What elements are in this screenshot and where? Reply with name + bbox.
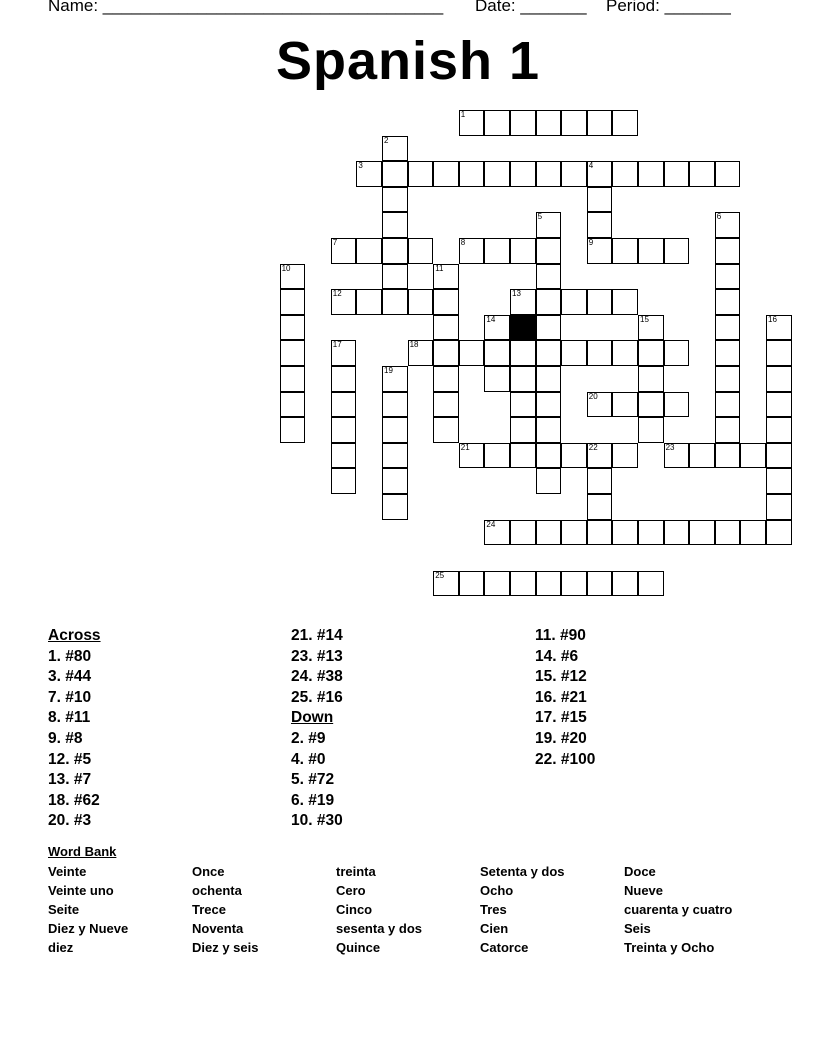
grid-cell[interactable]: [536, 443, 562, 469]
grid-cell[interactable]: [331, 366, 357, 392]
grid-cell[interactable]: [766, 468, 792, 494]
clue-number: 17: [332, 340, 342, 350]
grid-cell[interactable]: [766, 340, 792, 366]
grid-cell[interactable]: [715, 264, 741, 290]
clue-item: 12. #5: [48, 750, 92, 768]
grid-cell[interactable]: [587, 289, 613, 315]
grid-cell[interactable]: [664, 520, 690, 546]
grid-cell[interactable]: [433, 340, 459, 366]
grid-cell[interactable]: [356, 238, 382, 264]
word-bank-item: ochenta: [192, 883, 242, 898]
clues-column-1: [48, 626, 101, 832]
grid-cell[interactable]: [715, 443, 741, 469]
grid-cell[interactable]: [536, 238, 562, 264]
grid-cell[interactable]: [612, 238, 638, 264]
word-bank-item: Catorce: [480, 940, 529, 955]
clue-number: 12: [332, 289, 342, 299]
word-bank-item: Quince: [336, 940, 381, 955]
grid-cell[interactable]: [280, 366, 306, 392]
clue-number: 11: [435, 263, 444, 273]
grid-cell[interactable]: [331, 468, 357, 494]
grid-cell[interactable]: [587, 571, 613, 597]
grid-cell[interactable]: [612, 443, 638, 469]
grid-cell[interactable]: [382, 417, 408, 443]
clue-item: 14. #6: [535, 647, 579, 665]
grid-cell[interactable]: [408, 289, 434, 315]
grid-cell[interactable]: [536, 315, 562, 341]
grid-cell[interactable]: [536, 417, 562, 443]
grid-cell[interactable]: [536, 264, 562, 290]
grid-cell[interactable]: [715, 520, 741, 546]
clue-number: 14: [486, 314, 496, 324]
clues-column-2: [291, 626, 343, 832]
grid-cell[interactable]: [689, 443, 715, 469]
clue-item: 4. #0: [291, 750, 326, 768]
grid-cell[interactable]: [587, 187, 613, 213]
grid-cell[interactable]: [715, 161, 741, 187]
word-bank-heading: Word Bank: [48, 844, 117, 859]
black-cell: [510, 315, 536, 341]
word-bank-item: Treinta y Ocho: [624, 940, 715, 955]
clue-item: 23. #13: [291, 647, 343, 665]
grid-cell[interactable]: [433, 417, 459, 443]
grid-cell[interactable]: [331, 340, 357, 366]
grid-cell[interactable]: [638, 571, 664, 597]
grid-cell[interactable]: [382, 238, 408, 264]
grid-cell[interactable]: [638, 238, 664, 264]
grid-cell[interactable]: [280, 392, 306, 418]
grid-cell[interactable]: [766, 417, 792, 443]
clue-number: 22: [588, 442, 598, 452]
grid-cell[interactable]: [740, 520, 766, 546]
word-bank-item: Veinte uno: [48, 883, 114, 898]
grid-cell[interactable]: [715, 238, 741, 264]
clue-item: 13. #7: [48, 771, 92, 789]
grid-cell[interactable]: [664, 161, 690, 187]
word-bank-column-4: [480, 862, 565, 957]
grid-cell[interactable]: [612, 289, 638, 315]
grid-cell[interactable]: [382, 187, 408, 213]
grid-cell[interactable]: [766, 315, 792, 341]
word-bank-item: diez: [48, 940, 74, 955]
grid-cell[interactable]: [766, 392, 792, 418]
clue-item: 1. #80: [48, 647, 92, 665]
word-bank-item: Trece: [192, 902, 226, 917]
grid-cell[interactable]: [587, 468, 613, 494]
clue-item: 2. #9: [291, 729, 326, 747]
grid-cell[interactable]: [536, 468, 562, 494]
grid-cell[interactable]: [510, 520, 536, 546]
grid-cell[interactable]: [587, 392, 613, 418]
clue-number: 20: [588, 391, 598, 401]
clue-number: 2: [384, 135, 389, 145]
word-bank-item: Cien: [480, 921, 509, 936]
grid-cell[interactable]: [715, 212, 741, 238]
grid-cell[interactable]: [587, 110, 613, 136]
word-bank-item: Doce: [624, 864, 656, 879]
word-bank-item: Nueve: [624, 883, 664, 898]
grid-cell[interactable]: [766, 443, 792, 469]
grid-cell[interactable]: [356, 289, 382, 315]
word-bank-column-2: [192, 862, 259, 957]
grid-cell[interactable]: [612, 340, 638, 366]
grid-cell[interactable]: [484, 110, 510, 136]
clue-number: 21: [460, 442, 470, 452]
clue-item: 22. #100: [535, 750, 596, 768]
grid-cell[interactable]: [612, 110, 638, 136]
word-bank-item: Diez y Nueve: [48, 921, 129, 936]
grid-cell[interactable]: [408, 161, 434, 187]
grid-cell[interactable]: [382, 264, 408, 290]
word-bank-column-1: [48, 862, 128, 957]
date-field-label: Date: _______: [475, 0, 587, 15]
grid-cell[interactable]: [587, 238, 613, 264]
grid-cell[interactable]: [664, 392, 690, 418]
clue-number: 4: [588, 161, 594, 171]
clue-item: 3. #44: [48, 668, 92, 686]
grid-cell[interactable]: [715, 340, 741, 366]
clue-item: 25. #16: [291, 688, 343, 706]
grid-cell[interactable]: [638, 417, 664, 443]
grid-cell[interactable]: [510, 417, 536, 443]
grid-cell[interactable]: [484, 366, 510, 392]
grid-cell[interactable]: [331, 289, 357, 315]
grid-cell[interactable]: [280, 315, 306, 341]
grid-cell[interactable]: [382, 289, 408, 315]
clue-number: 13: [512, 289, 521, 299]
word-bank-item: Ocho: [480, 883, 514, 898]
grid-cell[interactable]: [484, 161, 510, 187]
clue-item: 16. #21: [535, 688, 587, 706]
grid-cell[interactable]: [484, 340, 510, 366]
page-title: Spanish 1: [275, 31, 541, 91]
grid-cell[interactable]: [280, 417, 306, 443]
grid-cell[interactable]: [382, 366, 408, 392]
word-bank-item: Cero: [336, 883, 366, 898]
grid-cell[interactable]: [587, 443, 613, 469]
clue-item: 19. #20: [535, 729, 587, 747]
grid-cell[interactable]: [382, 136, 408, 162]
grid-cell[interactable]: [484, 238, 510, 264]
grid-cell[interactable]: [433, 289, 459, 315]
grid-cell[interactable]: [510, 443, 536, 469]
clue-number: 10: [281, 263, 291, 273]
grid-cell[interactable]: [280, 289, 306, 315]
grid-cell[interactable]: [459, 443, 485, 469]
grid-cell[interactable]: [638, 315, 664, 341]
word-bank-item: treinta: [336, 864, 376, 879]
grid-cell[interactable]: [715, 315, 741, 341]
word-bank-item: sesenta y dos: [336, 921, 422, 936]
clue-item: 6. #19: [291, 791, 335, 809]
grid-cell[interactable]: [536, 571, 562, 597]
grid-cell[interactable]: [561, 571, 587, 597]
clue-item: 21. #14: [291, 627, 343, 644]
grid-cell[interactable]: [561, 340, 587, 366]
word-bank-item: cuarenta y cuatro: [624, 902, 733, 917]
grid-cell[interactable]: [408, 238, 434, 264]
grid-cell[interactable]: [740, 443, 766, 469]
grid-cell[interactable]: [715, 366, 741, 392]
grid-cell[interactable]: [536, 392, 562, 418]
word-bank-item: Diez y seis: [192, 940, 259, 955]
clue-number: 16: [768, 314, 777, 324]
grid-cell[interactable]: [536, 366, 562, 392]
grid-cell[interactable]: [536, 340, 562, 366]
grid-cell[interactable]: [612, 392, 638, 418]
grid-cell[interactable]: [766, 520, 792, 546]
clue-item: 15. #12: [535, 668, 587, 686]
word-bank-item: Noventa: [192, 921, 244, 936]
grid-cell[interactable]: [382, 161, 408, 187]
grid-cell[interactable]: [612, 161, 638, 187]
clue-number: 3: [358, 161, 363, 171]
clue-item: 20. #3: [48, 812, 92, 830]
clue-number: 8: [460, 238, 466, 247]
grid-cell[interactable]: [587, 161, 613, 187]
grid-cell[interactable]: [408, 340, 434, 366]
clue-item: 7. #10: [48, 688, 92, 706]
word-bank-item: Seite: [48, 902, 80, 917]
clue-number: 1: [460, 110, 466, 119]
grid-cell[interactable]: [484, 571, 510, 597]
grid-cell[interactable]: [484, 520, 510, 546]
grid-cell[interactable]: [510, 289, 536, 315]
grid-cell[interactable]: [715, 289, 741, 315]
grid-cell[interactable]: [433, 571, 459, 597]
grid-cell[interactable]: [561, 443, 587, 469]
grid-cell[interactable]: [766, 494, 792, 520]
clues-column-3: [535, 626, 595, 770]
grid-cell[interactable]: [510, 366, 536, 392]
clue-item: 9. #8: [48, 729, 83, 747]
grid-cell[interactable]: [459, 238, 485, 264]
clue-item: 18. #62: [48, 791, 100, 809]
period-field-label: Period: _______: [606, 0, 731, 15]
grid-cell[interactable]: [689, 161, 715, 187]
grid-cell[interactable]: [331, 443, 357, 469]
grid-cell[interactable]: [715, 392, 741, 418]
grid-cell[interactable]: [459, 161, 485, 187]
grid-cell[interactable]: [536, 110, 562, 136]
clue-number: 25: [435, 570, 445, 580]
clue-number: 9: [588, 238, 594, 247]
clue-number: 15: [640, 314, 649, 324]
word-bank-item: Veinte: [48, 864, 87, 879]
word-bank-column-5: [624, 862, 732, 957]
grid-cell[interactable]: [459, 110, 485, 136]
word-bank-item: Tres: [480, 902, 507, 917]
grid-cell[interactable]: [433, 366, 459, 392]
grid-cell[interactable]: [433, 161, 459, 187]
word-bank-column-3: [336, 862, 422, 957]
word-bank-item: Once: [192, 864, 225, 879]
grid-cell[interactable]: [536, 289, 562, 315]
word-bank-item: Setenta y dos: [480, 864, 565, 879]
clue-item: 17. #15: [535, 709, 587, 727]
grid-cell[interactable]: [536, 520, 562, 546]
clue-item: 8. #11: [48, 709, 91, 727]
grid-cell[interactable]: [587, 494, 613, 520]
grid-cell[interactable]: [561, 110, 587, 136]
grid-cell[interactable]: [510, 238, 536, 264]
clue-item: 24. #38: [291, 668, 343, 686]
grid-cell[interactable]: [510, 571, 536, 597]
grid-cell[interactable]: [612, 571, 638, 597]
grid-cell[interactable]: [510, 110, 536, 136]
grid-cell[interactable]: [382, 212, 408, 238]
grid-cell[interactable]: [280, 340, 306, 366]
down-heading: Down: [291, 709, 334, 727]
grid-cell[interactable]: [664, 340, 690, 366]
grid-cell[interactable]: [280, 264, 306, 290]
grid-cell[interactable]: [587, 520, 613, 546]
clue-item: 11. #90: [535, 627, 586, 644]
grid-cell[interactable]: [638, 340, 664, 366]
grid-cell[interactable]: [536, 161, 562, 187]
grid-cell[interactable]: [331, 238, 357, 264]
clue-item: 5. #72: [291, 771, 335, 789]
grid-cell[interactable]: [382, 494, 408, 520]
grid-cell[interactable]: [715, 417, 741, 443]
clue-number: 6: [716, 212, 722, 222]
grid-cell[interactable]: [484, 443, 510, 469]
grid-cell[interactable]: [433, 392, 459, 418]
word-bank-item: Seis: [624, 921, 651, 936]
grid-cell[interactable]: [356, 161, 382, 187]
clue-number: 24: [486, 519, 496, 529]
grid-cell[interactable]: [561, 289, 587, 315]
grid-cell[interactable]: [638, 161, 664, 187]
across-heading: Across: [48, 627, 101, 644]
grid-cell[interactable]: [689, 520, 715, 546]
grid-cell[interactable]: [484, 315, 510, 341]
grid-cell[interactable]: [382, 392, 408, 418]
clue-number: 18: [409, 340, 419, 350]
grid-cell[interactable]: [638, 366, 664, 392]
word-bank-item: Cinco: [336, 902, 373, 917]
grid-cell[interactable]: [612, 520, 638, 546]
clue-number: 5: [537, 212, 543, 222]
grid-cell[interactable]: [536, 212, 562, 238]
grid-cell[interactable]: [433, 264, 459, 290]
grid-cell[interactable]: [382, 443, 408, 469]
grid-cell[interactable]: [331, 417, 357, 443]
grid-cell[interactable]: [664, 443, 690, 469]
grid-cell[interactable]: [587, 212, 613, 238]
grid-cell[interactable]: [638, 392, 664, 418]
clue-number: 19: [384, 366, 393, 375]
clue-item: 10. #30: [291, 812, 343, 830]
clue-number: 7: [332, 238, 338, 247]
grid-cell[interactable]: [664, 238, 690, 264]
name-field-label: Name: ____________________________________: [48, 0, 444, 15]
grid-cell[interactable]: [561, 520, 587, 546]
grid-cell[interactable]: [638, 520, 664, 546]
grid-cell[interactable]: [459, 571, 485, 597]
grid-cell[interactable]: [510, 392, 536, 418]
grid-cell[interactable]: [331, 392, 357, 418]
grid-cell[interactable]: [561, 161, 587, 187]
grid-cell[interactable]: [766, 366, 792, 392]
grid-cell[interactable]: [510, 161, 536, 187]
clue-number: 23: [665, 442, 675, 452]
grid-cell[interactable]: [433, 315, 459, 341]
grid-cell[interactable]: [382, 468, 408, 494]
grid-cell[interactable]: [587, 340, 613, 366]
grid-cell[interactable]: [459, 340, 485, 366]
grid-cell[interactable]: [510, 340, 536, 366]
